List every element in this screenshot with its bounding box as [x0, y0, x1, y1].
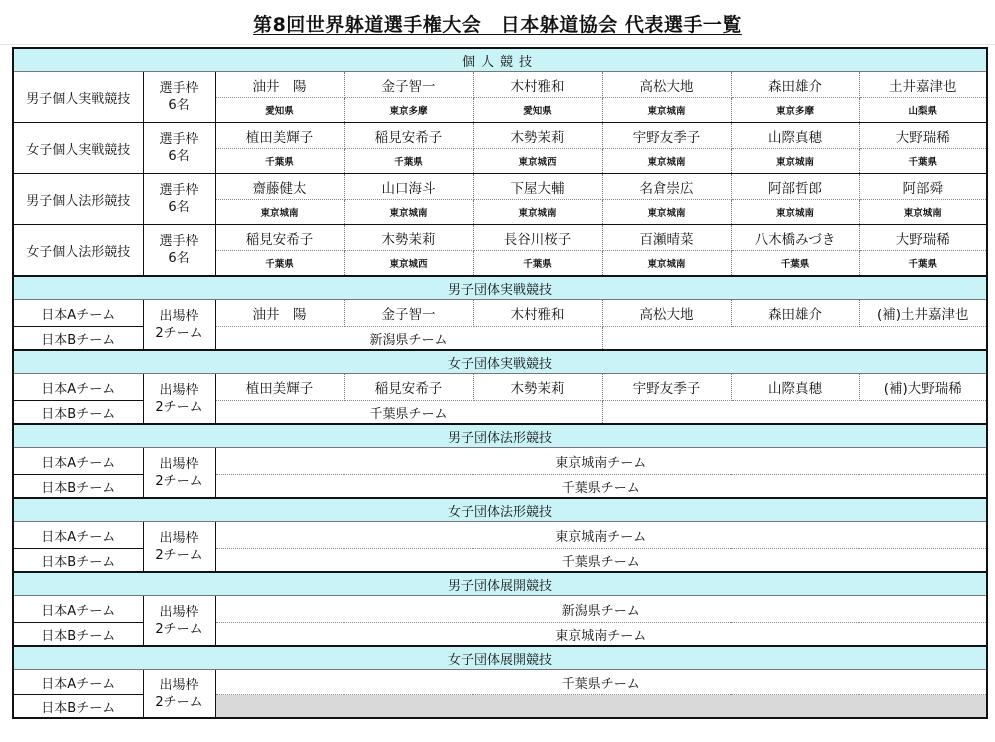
team-a-label: 日本Aチーム — [13, 300, 143, 327]
athlete-prefecture: 東京城南 — [602, 251, 731, 277]
athlete-prefecture: 東京城南 — [731, 149, 859, 174]
quota-value: 6名 — [168, 98, 190, 113]
quota-value: 2チーム — [155, 621, 203, 637]
athlete-name: 油井 陽 — [215, 72, 344, 98]
athlete-prefecture: 東京多摩 — [731, 98, 859, 123]
team-b-label: 日本Bチーム — [13, 695, 143, 719]
quota-cell — [143, 72, 215, 123]
team-b-label: 日本Bチーム — [13, 327, 143, 351]
athlete-name: 木村雅和 — [473, 72, 602, 98]
athlete-name: 高松大地 — [602, 72, 731, 98]
quota-value: 6名 — [168, 251, 190, 266]
team-member-name: 植田美輝子 — [215, 374, 344, 401]
quota-label: 選手枠 — [159, 234, 199, 249]
team-section-header-row — [13, 498, 987, 522]
athlete-prefecture: 東京城南 — [215, 200, 344, 225]
quota-label: 出場枠 — [159, 604, 199, 620]
team-member-name: (補)大野瑞稀 — [859, 374, 987, 401]
team-a-row — [13, 300, 987, 327]
section-header: 男子団体展開競技 — [13, 572, 987, 596]
team-member-name: 金子智一 — [344, 300, 473, 327]
team-section-header-row — [13, 424, 987, 448]
team-a-row — [13, 596, 987, 623]
team-a-value: 東京城南チーム — [215, 522, 987, 549]
quota-cell — [143, 300, 215, 351]
athlete-prefecture: 千葉県 — [859, 149, 987, 174]
team-section-header-row — [13, 276, 987, 300]
page-title: 第8回世界躰道選手権大会 日本躰道協会 代表選手一覧 — [253, 14, 742, 36]
athlete-name: 八木橋みづき — [731, 225, 859, 251]
individual-row-names — [13, 225, 987, 251]
quota-value: 6名 — [168, 149, 190, 164]
athlete-name: 山際真穂 — [731, 123, 859, 149]
athlete-name: 植田美輝子 — [215, 123, 344, 149]
team-section-header-row — [13, 572, 987, 596]
team-b-label: 日本Bチーム — [13, 401, 143, 425]
individual-row-names — [13, 72, 987, 98]
athlete-prefecture: 千葉県 — [859, 251, 987, 277]
category-label: 男子個人法形競技 — [13, 174, 143, 225]
athlete-name: 森田雄介 — [731, 72, 859, 98]
team-member-name: 森田雄介 — [731, 300, 859, 327]
athlete-prefecture: 東京多摩 — [344, 98, 473, 123]
athlete-prefecture: 愛知県 — [215, 98, 344, 123]
athlete-name: 土井嘉津也 — [859, 72, 987, 98]
empty-cell — [602, 327, 987, 351]
quota-value: 2チーム — [155, 473, 203, 489]
quota-label: 選手枠 — [159, 183, 199, 198]
section-header: 女子団体法形競技 — [13, 498, 987, 522]
quota-label: 出場枠 — [159, 456, 199, 472]
athlete-prefecture: 千葉県 — [215, 149, 344, 174]
team-a-row — [13, 374, 987, 401]
team-a-row — [13, 670, 987, 695]
team-member-name: 油井 陽 — [215, 300, 344, 327]
team-member-name: 木村雅和 — [473, 300, 602, 327]
section-header: 男子団体法形競技 — [13, 424, 987, 448]
team-b-value: 新潟県チーム — [215, 327, 602, 351]
team-a-value: 東京城南チーム — [215, 448, 987, 475]
quota-cell — [143, 448, 215, 499]
team-b-label: 日本Bチーム — [13, 475, 143, 499]
team-section-header-row — [13, 646, 987, 670]
team-a-value: 千葉県チーム — [215, 670, 987, 695]
team-b-value: 東京城南チーム — [215, 623, 987, 647]
athlete-prefecture: 東京城南 — [602, 149, 731, 174]
empty-cell — [602, 401, 987, 425]
team-a-label: 日本Aチーム — [13, 522, 143, 549]
athlete-name: 金子智一 — [344, 72, 473, 98]
section-header: 男子団体実戦競技 — [13, 276, 987, 300]
team-member-name: 宇野友季子 — [602, 374, 731, 401]
title-area — [0, 0, 995, 46]
individual-row-names — [13, 123, 987, 149]
athlete-name: 木勢茉莉 — [473, 123, 602, 149]
quota-cell — [143, 225, 215, 277]
athlete-prefecture: 東京城南 — [731, 200, 859, 225]
quota-value: 6名 — [168, 200, 190, 215]
team-member-name: 山際真穂 — [731, 374, 859, 401]
athlete-prefecture: 千葉県 — [473, 251, 602, 277]
athlete-prefecture: 東京城西 — [473, 149, 602, 174]
team-member-name: 木勢茉莉 — [473, 374, 602, 401]
team-b-value: 千葉県チーム — [215, 401, 602, 425]
section-header-individual — [13, 48, 987, 72]
athlete-prefecture: 千葉県 — [344, 149, 473, 174]
athlete-prefecture: 東京城南 — [859, 200, 987, 225]
quota-label: 出場枠 — [159, 677, 199, 693]
team-b-value-empty — [215, 695, 987, 719]
quota-cell — [143, 174, 215, 225]
section-header: 女子団体展開競技 — [13, 646, 987, 670]
athlete-prefecture: 東京城南 — [473, 200, 602, 225]
team-member-name: 稲見安希子 — [344, 374, 473, 401]
athlete-prefecture: 愛知県 — [473, 98, 602, 123]
team-b-label: 日本Bチーム — [13, 623, 143, 647]
athlete-name: 阿部舜 — [859, 174, 987, 200]
team-b-value: 千葉県チーム — [215, 475, 987, 499]
quota-cell — [143, 374, 215, 425]
quota-label: 選手枠 — [159, 81, 199, 96]
team-a-label: 日本Aチーム — [13, 670, 143, 695]
team-a-row — [13, 448, 987, 475]
team-member-name: 高松大地 — [602, 300, 731, 327]
athlete-prefecture: 千葉県 — [731, 251, 859, 277]
quota-value: 2チーム — [155, 547, 203, 563]
athlete-name: 木勢茉莉 — [344, 225, 473, 251]
athlete-name: 百瀬晴菜 — [602, 225, 731, 251]
athlete-name: 山口海斗 — [344, 174, 473, 200]
team-member-name: (補)土井嘉津也 — [859, 300, 987, 327]
individual-row-names — [13, 174, 987, 200]
quota-cell — [143, 522, 215, 573]
athlete-name: 稲見安希子 — [344, 123, 473, 149]
category-label: 男子個人実戦競技 — [13, 72, 143, 123]
quota-cell — [143, 596, 215, 647]
athlete-prefecture: 山梨県 — [859, 98, 987, 123]
athlete-name: 名倉崇広 — [602, 174, 731, 200]
team-b-label: 日本Bチーム — [13, 549, 143, 573]
athlete-name: 下屋大輔 — [473, 174, 602, 200]
quota-cell — [143, 123, 215, 174]
team-a-label: 日本Aチーム — [13, 596, 143, 623]
quota-label: 出場枠 — [159, 382, 199, 398]
athlete-name: 宇野友季子 — [602, 123, 731, 149]
athlete-name: 大野瑞稀 — [859, 123, 987, 149]
quota-label: 出場枠 — [159, 530, 199, 546]
category-label: 女子個人法形競技 — [13, 225, 143, 277]
athlete-name: 大野瑞稀 — [859, 225, 987, 251]
athlete-prefecture: 東京城南 — [602, 200, 731, 225]
quota-label: 出場枠 — [159, 308, 199, 324]
team-a-label: 日本Aチーム — [13, 374, 143, 401]
roster-table — [12, 47, 988, 719]
individual-header-row — [13, 48, 987, 72]
section-header: 女子団体実戦競技 — [13, 350, 987, 374]
athlete-name: 長谷川桜子 — [473, 225, 602, 251]
team-a-label: 日本Aチーム — [13, 448, 143, 475]
sheet-gridline — [0, 44, 995, 45]
section-header-text: 個人競技 — [462, 54, 539, 70]
category-label: 女子個人実戦競技 — [13, 123, 143, 174]
athlete-prefecture: 東京城南 — [602, 98, 731, 123]
quota-value: 2チーム — [155, 399, 203, 415]
athlete-prefecture: 東京城南 — [344, 200, 473, 225]
team-b-value: 千葉県チーム — [215, 549, 987, 573]
quota-cell — [143, 670, 215, 719]
athlete-prefecture: 東京城西 — [344, 251, 473, 277]
athlete-name: 齋藤健太 — [215, 174, 344, 200]
athlete-name: 阿部哲郎 — [731, 174, 859, 200]
quota-label: 選手枠 — [159, 132, 199, 147]
team-a-row — [13, 522, 987, 549]
athlete-prefecture: 千葉県 — [215, 251, 344, 277]
team-a-value: 新潟県チーム — [215, 596, 987, 623]
roster-sheet — [12, 47, 986, 719]
athlete-name: 稲見安希子 — [215, 225, 344, 251]
team-section-header-row — [13, 350, 987, 374]
quota-value: 2チーム — [155, 325, 203, 341]
quota-value: 2チーム — [155, 694, 203, 710]
